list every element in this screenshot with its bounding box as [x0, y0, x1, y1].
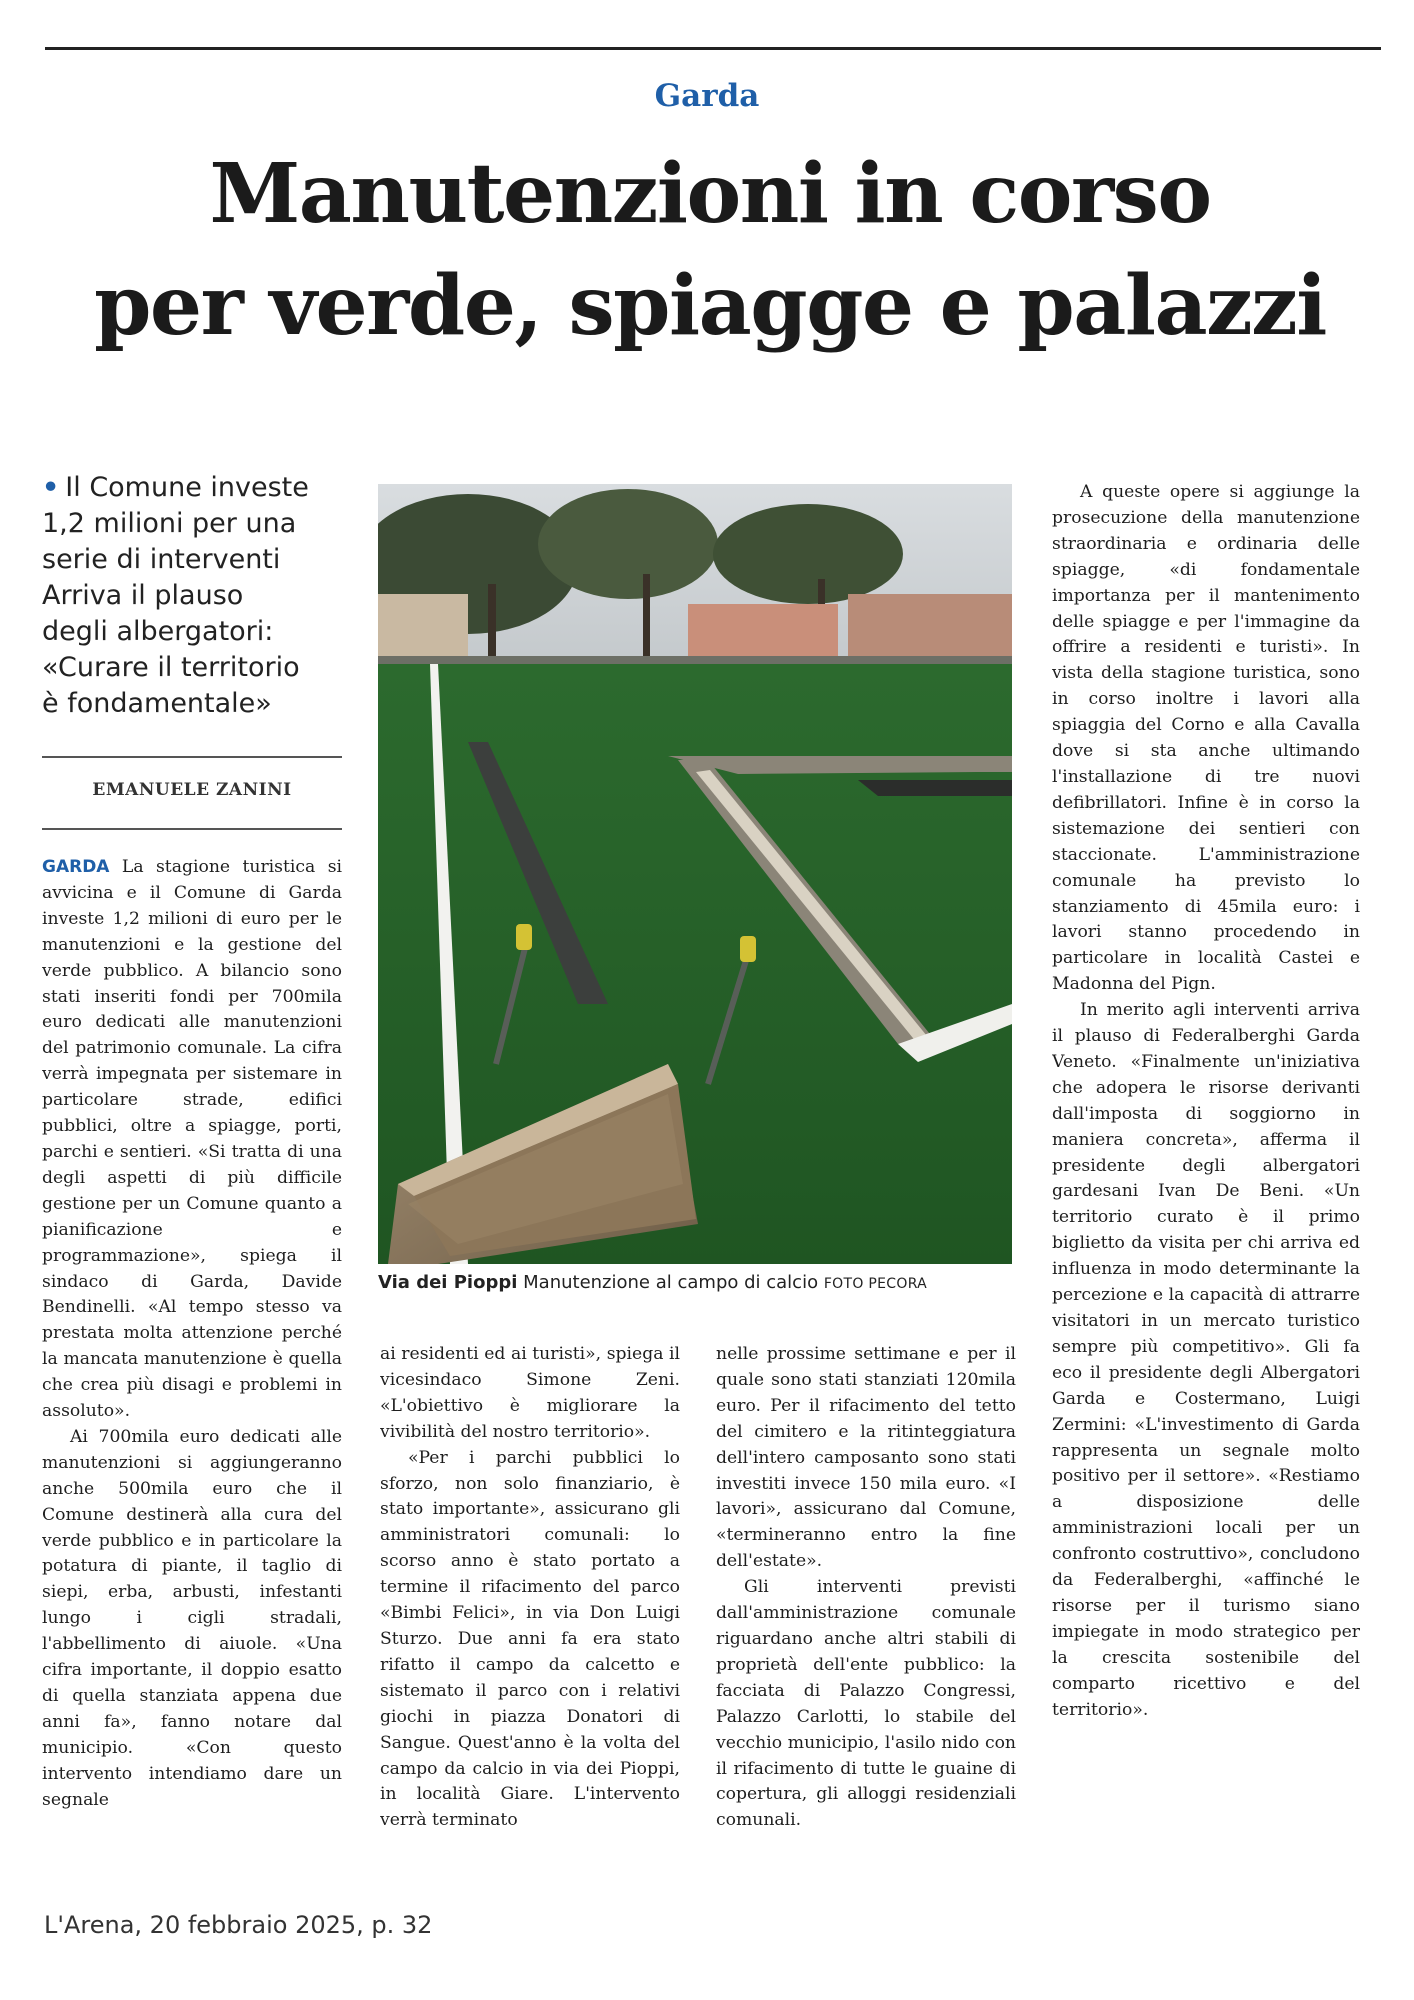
headline-line-1: Manutenzioni in corso [209, 146, 1211, 242]
summary-line: degli albergatori: [42, 616, 274, 647]
paragraph: ai residenti ed ai turisti», spiega il vicesindaco Simone Zeni. «L'obiettivo è migliorare la vivibilità del nostro territorio». [380, 1344, 680, 1442]
body-column-1 [42, 855, 342, 1895]
body-column-4 [1052, 480, 1360, 1900]
headline-line-2: per verde, spiagge e palazzi [94, 258, 1326, 354]
paragraph: Gli interventi previsti dall'amministrazione comunale riguardano anche altri stabili di proprietà dell'ente pubblico: la facciata di Palazzo Congressi, Palazzo Carlotti, lo stabile del vecchio municipio, l'asilo nido con il rifacimento di tutte le guaine di copertura, gli alloggi residenziali comunali. [716, 1577, 1016, 1831]
source-footer: L'Arena, 20 febbraio 2025, p. 32 [44, 1911, 433, 1939]
headline [40, 138, 1380, 362]
summary-line: serie di interventi [42, 544, 281, 575]
summary-line: è fondamentale» [42, 688, 272, 719]
photo-caption [378, 1272, 1018, 1293]
paragraph: nelle prossime settimane e per il quale sono stati stanziati 120mila euro. Per il rifacimento del tetto del cimitero e la ritinteggiatura dell'intero camposanto sono stati investiti invece 150 mila euro. «I lavori», assicurano dal Comune, «termineranno entro la fine dell'estate». [716, 1344, 1016, 1572]
summary-line: Arriva il plauso [42, 580, 244, 611]
paragraph: La stagione turistica si avvicina e il Comune di Garda investe 1,2 milioni di euro per le manutenzioni e la gestione del verde pubblico. A bilancio sono stati inseriti fondi per 700mila euro dedicati alle manutenzioni del patrimonio comunale. La cifra verrà impegnata per sistemare in particolare strade, edifici pubblici, oltre a spiagge, porti, parchi e sentieri. «Si tratta di una degli aspetti di più difficile gestione per un Comune quanto a pianificazione e programmazione», spiega il sindaco di Garda, Davide Bendinelli. «Al tempo stesso va prestata molta attenzione perché la mancata manutenzione è quella che crea più disagi e problemi in assoluto». [42, 857, 342, 1422]
photo-credit: FOTO PECORA [823, 1276, 928, 1292]
wheelbarrow-on-football-pitch-photo [378, 484, 1012, 1264]
byline-rule-bottom [42, 828, 342, 830]
byline: EMANUELE ZANINI [92, 780, 292, 800]
paragraph: A queste opere si aggiunge la prosecuzione della manutenzione straordinaria e ordinaria delle spiagge, «di fondamentale importanza per il mantenimento delle spiagge e per l'immagine da offrire a residenti e turisti». In vista della stagione turistica, sono in corso inoltre i lavori alla spiaggia del Corno e alla Cavalla dove si sta anche ultimando l'installazione di tre nuovi defibrillatori. Infine è in corso la sistemazione dei sentieri con staccionate. L'amministrazione comunale ha previsto lo stanziamento di 45mila euro: i lavori stanno procedendo in particolare in località Castei e Madonna del Pign. [1052, 482, 1360, 995]
paragraph: Ai 700mila euro dedicati alle manutenzioni si aggiungeranno anche 500mila euro che il Comune destinerà alla cura del verde pubblico e in particolare la potatura di piante, il taglio di siepi, erba, arbusti, infestanti lungo i cigli stradali, l'abbellimento di aiuole. «Una cifra importante, il doppio esatto di quella stanziata appena due anni fa», fanno notare dal municipio. «Con questo intervento intendiamo dare un segnale [42, 1426, 342, 1810]
top-rule [45, 47, 1381, 50]
dateline-kicker: GARDA [42, 857, 110, 877]
paragraph: In merito agli interventi arriva il plauso di Federalberghi Garda Veneto. «Finalmente un'iniziativa che adopera le risorse derivanti dall'imposta di soggiorno in maniera concreta», afferma il presidente degli albergatori gardesani Ivan De Beni. «Un territorio curato è il primo biglietto da visita per chi arriva ed influenza in modo determinante la percezione e la capacità di attrarre visitatori in un mercato turistico sempre più competitivo». Gli fa eco il presidente degli Albergatori Garda e Costermano, Luigi Zermini: «L'investimento di Garda rappresenta un segnale molto positivo per il settore». «Restiamo a disposizione delle amministrazioni locali per un confronto costruttivo», concludono da Federalberghi, «affinché le risorse per il turismo siano impiegate in modo strategico per la crescita sostenibile del comparto ricettivo e del territorio». [1052, 1000, 1360, 1720]
byline-rule-top [42, 756, 342, 758]
caption-lead: Via dei Pioppi [378, 1272, 518, 1293]
summary [42, 470, 352, 722]
summary-line: «Curare il territorio [42, 652, 300, 683]
bullet-icon: • [42, 472, 60, 503]
caption-text: Manutenzione al campo di calcio [523, 1272, 819, 1293]
body-column-2 [380, 1342, 680, 1902]
section-label: Garda [654, 78, 760, 114]
summary-line: Il Comune investe [65, 472, 309, 503]
body-column-3 [716, 1342, 1016, 1902]
article-photo [378, 484, 1012, 1264]
paragraph: «Per i parchi pubblici lo sforzo, non solo finanziario, è stato importante», assicurano gli amministratori comunali: lo scorso anno è stato portato a termine il rifacimento del parco «Bimbi Felici», in via Don Luigi Sturzo. Due anni fa era stato rifatto il campo da calcetto e sistemato il parco con i relativi giochi in piazza Donatori di Sangue. Quest'anno è la volta del campo da calcio in via dei Pioppi, in località Giare. L'intervento verrà terminato [380, 1447, 680, 1831]
summary-line: 1,2 milioni per una [42, 508, 297, 539]
